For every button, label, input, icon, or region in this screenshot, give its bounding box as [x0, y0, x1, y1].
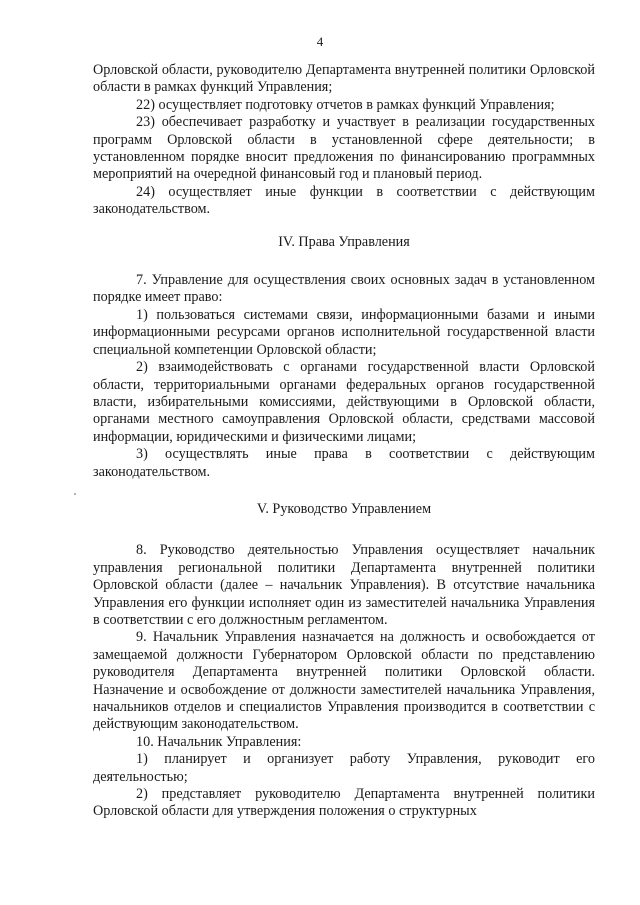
- paragraph-9: 9. Начальник Управления назначается на должность и освобождается от замещаемой должности Губернатором Орловской области по представлению руководителя Департамента внутренней политики Орловской области. Назначение и освобождение от должности заместителей начальника Управления, начальников отделов и специалистов Управления производится в соответствии с действующим законодательством.: [93, 629, 595, 733]
- scan-speck: [74, 493, 76, 495]
- rights-item-3: 3) осуществлять иные права в соответствии с действующим законодательством.: [93, 446, 595, 480]
- section-heading-iv: IV. Права Управления: [278, 233, 410, 250]
- duties-item-1: 1) планирует и организует работу Управления, руководит его деятельностью;: [93, 751, 595, 785]
- document-body: [93, 62, 595, 821]
- list-item-24: 24) осуществляет иные функции в соответствии с действующим законодательством.: [93, 183, 595, 218]
- paragraph-10: 10. Начальник Управления:: [136, 733, 302, 750]
- paragraph-7: 7. Управление для осуществления своих основных задач в установленном порядке имеет право:: [93, 272, 595, 306]
- rights-item-2: 2) взаимодействовать с органами государственной власти Орловской области, территориальными органами федеральных органов государственной власти, избирательными комиссиями, действующими в Орловской области, органами местного самоуправления Орловской области, средствами массовой информации, юридическими и физическими лицами;: [93, 359, 595, 445]
- section-heading-v: V. Руководство Управлением: [256, 500, 432, 517]
- paragraph-8: 8. Руководство деятельностью Управления осуществляет начальник управления региональной политики Департамента внутренней политики Орловской области (далее – начальник Управления). В отсутствие начальника Управления его функции исполняет один из заместителей начальника Управления в соответствии с его должностным регламентом.: [93, 542, 595, 628]
- list-item-22: 22) осуществляет подготовку отчетов в рамках функций Управления;: [136, 96, 555, 113]
- list-item-23: 23) обеспечивает разработку и участвует в реализации государственных программ Орловской области в установленной сфере деятельности; в установленном порядке вносит предложения по финансированию программных мероприятий на очередной финансовый год и плановый период.: [93, 114, 595, 183]
- rights-item-1: 1) пользоваться системами связи, информационными базами и иными информационными ресурсами органов исполнительной государственной власти специальной компетенции Орловской области;: [93, 306, 595, 358]
- paragraph-continuation: Орловской области, руководителю Департамента внутренней политики Орловской области в рамках функций Управления;: [93, 62, 595, 96]
- page-number: 4: [316, 34, 324, 49]
- duties-item-2: 2) представляет руководителю Департамента внутренней политики Орловской области для утверждения положения о структурных: [93, 786, 595, 820]
